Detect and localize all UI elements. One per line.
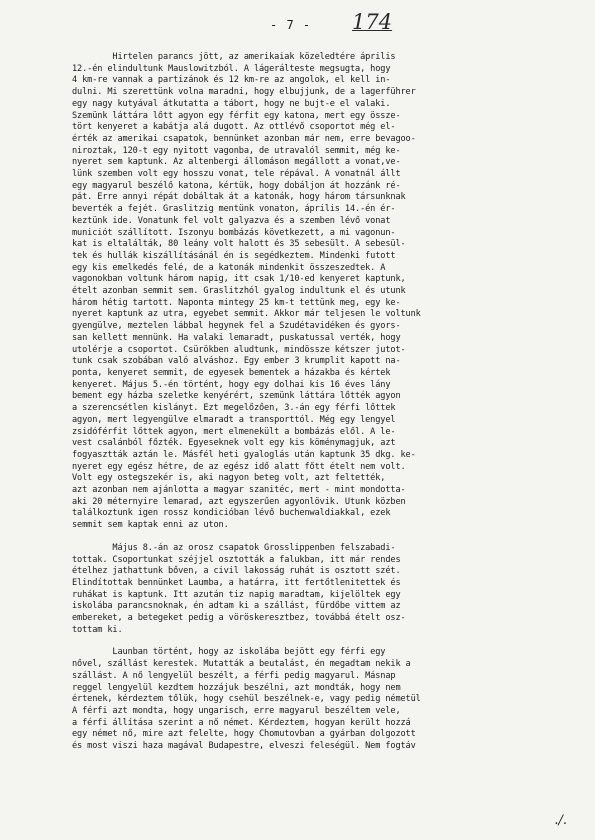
text-line: Elindítottak bennünket Laumba, a határra, itt fertőtlenitettek és <box>72 577 401 588</box>
text-line: utolérje a csoportot. Csürökben aludtunk, mindössze kétszer jutot- <box>72 344 406 355</box>
text-line: nyeret kaptunk az utra, egyebet semmit. Akkor már teljesen le voltunk <box>72 309 421 320</box>
text-line: san kellett mennünk. Ha valaki lemaradt, puskatussal verték, hogy <box>72 332 401 343</box>
text-line: nyeret egy egész hétre, de az egész idő alatt főtt ételt nem volt. <box>72 461 406 472</box>
text-line: keztünk ide. Vonatunk fel volt galyazva és a szemben lévő vonat <box>72 215 391 226</box>
text-line: egy német nő, mire azt felelte, hogy Chomutovban a gyárban dolgozott <box>72 729 416 740</box>
paragraph-gap <box>72 532 578 543</box>
text-line: értenek, kérdeztem tőlük, hogy csehül beszélnek-e, vagy pedig németül <box>72 694 421 705</box>
text-line: lünk szemben volt egy hosszu vonat, tele répával. A vonatnál állt <box>72 169 401 180</box>
text-line: beverték a fejét. Graslitzig mentünk vonaton, április 14.-én ér- <box>72 204 396 215</box>
continuation-mark: ./. <box>554 813 567 828</box>
text-line: tört kenyeret a kabátja alá dugott. Az ottlévő csoportot még el- <box>72 122 396 133</box>
text-line: szállást. A nő lengyelül beszélt, a férfi pedig magyarul. Másnap <box>72 670 396 681</box>
text-line: tottam ki. <box>72 624 123 635</box>
text-line: municiót szállított. Iszonyu bombázás következett, a mi vagonun- <box>72 227 396 238</box>
text-line: fogyasztták aztán le. Másfél heti gyaloglás után kaptunk 35 dkg. ke- <box>72 449 416 460</box>
text-line: tek és hullák kiszállításánál én is segédkeztem. Mindenki futott <box>72 250 396 261</box>
text-line: érték az amerikai csapatok, bennünket azonban már nem, erre bevagoo- <box>72 133 416 144</box>
text-line: iskolába parancsnoknak, én adtam ki a szállást, fürdőbe vittem az <box>72 601 401 612</box>
text-line: niroztak, 120-t egy nyitott vagonba, de utravalól semmit, még ke- <box>72 145 401 156</box>
paragraph-gap <box>72 636 578 647</box>
text-line: ruhákat is kaptunk. Itt azután tiz napig maradtam, kijelöltek egy <box>72 589 401 600</box>
text-line: egy nagy kutyával átkutatta a tábort, hogy ne bujt-e el valaki. <box>72 98 391 109</box>
text-line: dulni. Mi szerettünk volna maradni, hogy elbujjunk, de a lagerführer <box>72 87 416 98</box>
text-line: reggel lengyelül kezdtem hozzájuk beszélni, azt mondták, hogy nem <box>72 682 401 693</box>
text-line: pát. Erre annyi répát dobáltak át a katonák, hogy három társunknak <box>72 192 406 203</box>
text-line: bement egy házba szeletke kenyérért, szemünk láttára lőtték agyon <box>72 391 401 402</box>
text-line: Szemünk láttára lőtt agyon egy férfit egy katona, mert egy össze- <box>72 110 401 121</box>
text-line: vagonokban voltunk három napig, itt csak 1/10-ed kenyeret kaptunk, <box>72 274 406 285</box>
text-line: agyon, mert legyengülve elmaradt a transporttól. Még egy lengyel <box>72 414 396 425</box>
text-line: semmit sem kaptak enni az uton. <box>72 520 229 531</box>
text-line: embereket, a betegeket pedig a vöröskeresztbez, továbbá ételt osz- <box>72 613 406 624</box>
text-line: ételhez jathattunk bőven, a civil lakosság ruhát is osztott szét. <box>72 566 401 577</box>
text-line: a szerencsétlen kislányt. Ezt megelőzően, 3.-án egy férfi lőttek <box>72 403 396 414</box>
text-line: nővel, szállást kerestek. Mutatták a beutalást, én megadtam nekik a <box>72 659 411 670</box>
text-line: tunk csak szobában való alváshoz. Egy ember 3 krumplit kapott na- <box>72 356 401 367</box>
text-line: kat is eltalálták, 80 leány volt halott és 35 sebesült. A sebesül- <box>72 239 406 250</box>
text-line: azt azonban nem ajánlotta a magyar szanitéc, mert - mint mondotta- <box>72 485 406 496</box>
archive-number: 174 <box>352 10 393 34</box>
text-line: tottak. Csoportunkat széjjel osztották a falukban, itt már rendes <box>72 554 401 565</box>
text-line: három hétig tartott. Naponta mintegy 25 km-t tettünk meg, egy ke- <box>72 297 401 308</box>
text-line: A férfi azt mondta, hogy ungarisch, erre magyarul beszéltem vele, <box>72 705 401 716</box>
text-line: Hirtelen parancs jött, az amerikaiak közeledtére április <box>72 52 396 62</box>
text-line: Május 8.-án az orosz csapatok Grosslippenben felszabadi- <box>72 542 396 553</box>
text-line: egy kis emelkedés felé, de a katonák mindenkit összeszedtek. A <box>72 262 386 273</box>
text-line: vest csalánból főzték. Egyeseknek volt egy kis köménymagjuk, azt <box>72 438 396 449</box>
text-line: a férfi állítása szerint a nő német. Kérdeztem, hogyan került hozzá <box>72 717 411 728</box>
text-line: nyeret sem kaptunk. Az altenbergi állomáson megállott a vonat,ve- <box>72 157 401 168</box>
text-line: találkoztunk igen rossz kondicióban lévő buchenwaldiakkal, ezek <box>72 508 391 519</box>
text-line: Launban történt, hogy az iskolába bejött egy férfi egy <box>72 647 386 658</box>
text-line: 4 km-re vannak a partizánok és 12 km-re az angolok, el kell in- <box>72 75 391 86</box>
text-line: ételt azonban semmit sem. Graslitzhól gyalog indultunk el és utunk <box>72 286 406 297</box>
text-line: Volt egy ostegszekér is, aki nagyon beteg volt, azt feltették, <box>72 473 386 484</box>
text-line: és most viszi haza magával Budapestre, elveszi feleségül. Nem fogtáv <box>72 741 416 752</box>
text-line: ponta, kenyeret semmit, de egyesek bementek a házakba és kértek <box>72 367 391 378</box>
text-line: 12.-én elindultunk Mauslowitzból. A lágerálteste megsugta, hogy <box>72 63 391 74</box>
page-number: - 7 - <box>270 18 312 32</box>
text-line: aki 20 méternyire lemarad, azt egyszerűen agyonlövik. Utunk közben <box>72 496 406 507</box>
body-text <box>72 52 578 753</box>
text-line: gyengülve, meztelen lábbal hegynek fel a Szudétavidéken és gyors- <box>72 321 401 332</box>
text-line: kenyeret. Május 5.-én történt, hogy egy dolhai kis 16 éves lány <box>72 379 391 390</box>
text-line: egy magyarul beszélő katona, kértük, hogy dobáljon át hozzánk ré- <box>72 180 401 191</box>
text-line: zsidóférfit lőttek agyon, mert elmenekült a bombázás elől. A le- <box>72 426 396 437</box>
